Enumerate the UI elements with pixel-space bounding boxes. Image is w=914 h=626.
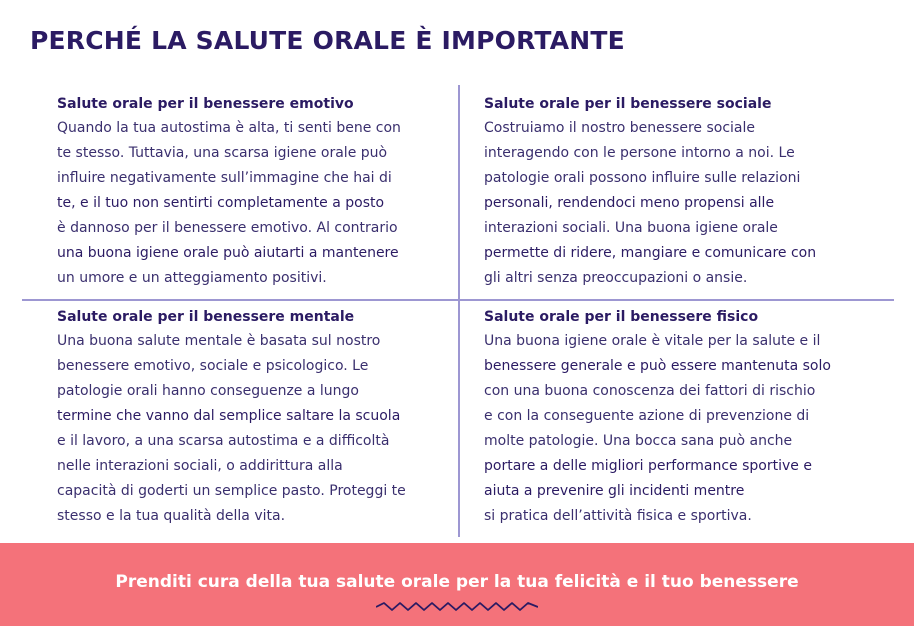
footer-banner <box>0 543 914 626</box>
vertical-divider <box>458 85 460 537</box>
section-text-line: stesso e la tua qualità della vita. <box>57 508 286 524</box>
section-text-line: permette di ridere, mangiare e comunicare con <box>484 245 817 261</box>
section-text-line: influire negativamente sull’immagine che hai di <box>57 170 392 186</box>
section-text-line: capacità di goderti un semplice pasto. Proteggi te <box>57 483 406 499</box>
section-text-line: patologie orali possono influire sulle relazioni <box>484 170 801 186</box>
section-heading: Salute orale per il benessere sociale <box>484 96 772 112</box>
section-social-wellbeing <box>484 92 884 291</box>
section-text-line: e il lavoro, a una scarsa autostima e a difficoltà <box>57 433 390 449</box>
section-emotional-wellbeing <box>57 92 457 291</box>
section-text-line: Una buona salute mentale è basata sul nostro <box>57 333 381 349</box>
section-text-line: è dannoso per il benessere emotivo. Al contrario <box>57 220 398 236</box>
section-text-line: nelle interazioni sociali, o addirittura alla <box>57 458 343 474</box>
section-text-line: Quando la tua autostima è alta, ti senti bene con <box>57 120 401 136</box>
section-text-line: gli altri senza preoccupazioni o ansie. <box>484 270 748 286</box>
horizontal-divider <box>22 299 894 301</box>
section-heading: Salute orale per il benessere mentale <box>57 309 355 325</box>
banner-text: Prenditi cura della tua salute orale per la tua felicità e il tuo benessere <box>115 572 799 592</box>
section-text-line: molte patologie. Una bocca sana può anche <box>484 433 793 449</box>
page-title: PERCHÉ LA SALUTE ORALE È IMPORTANTE <box>30 26 625 55</box>
section-heading: Salute orale per il benessere fisico <box>484 309 759 325</box>
section-text-line: Una buona igiene orale è vitale per la salute e il <box>484 333 821 349</box>
section-text-line: si pratica dell’attività fisica e sportiva. <box>484 508 752 524</box>
section-text-line: personali, rendendoci meno propensi alle <box>484 195 775 211</box>
section-heading: Salute orale per il benessere emotivo <box>57 96 354 112</box>
zigzag-underline-icon <box>376 601 538 613</box>
section-text-line: patologie orali hanno conseguenze a lungo <box>57 383 359 399</box>
section-text-line: Costruiamo il nostro benessere sociale <box>484 120 756 136</box>
section-physical-wellbeing <box>484 305 884 529</box>
section-text-line: interagendo con le persone intorno a noi. Le <box>484 145 795 161</box>
section-text-line: benessere emotivo, sociale e psicologico. Le <box>57 358 369 374</box>
section-mental-wellbeing <box>57 305 457 529</box>
section-text-line: te stesso. Tuttavia, una scarsa igiene orale può <box>57 145 388 161</box>
section-text-line: e con la conseguente azione di prevenzione di <box>484 408 810 424</box>
section-text-line: aiuta a prevenire gli incidenti mentre <box>484 483 745 499</box>
section-text-line: termine che vanno dal semplice saltare la scuola <box>57 408 401 424</box>
section-text-line: te, e il tuo non sentirti completamente a posto <box>57 195 385 211</box>
section-text-line: portare a delle migliori performance sportive e <box>484 458 812 474</box>
section-text-line: con una buona conoscenza dei fattori di rischio <box>484 383 816 399</box>
section-text-line: un umore e un atteggiamento positivi. <box>57 270 327 286</box>
section-text-line: una buona igiene orale può aiutarti a mantenere <box>57 245 399 261</box>
section-text-line: interazioni sociali. Una buona igiene orale <box>484 220 778 236</box>
content-grid <box>22 85 894 537</box>
section-text-line: benessere generale e può essere mantenuta solo <box>484 358 831 374</box>
